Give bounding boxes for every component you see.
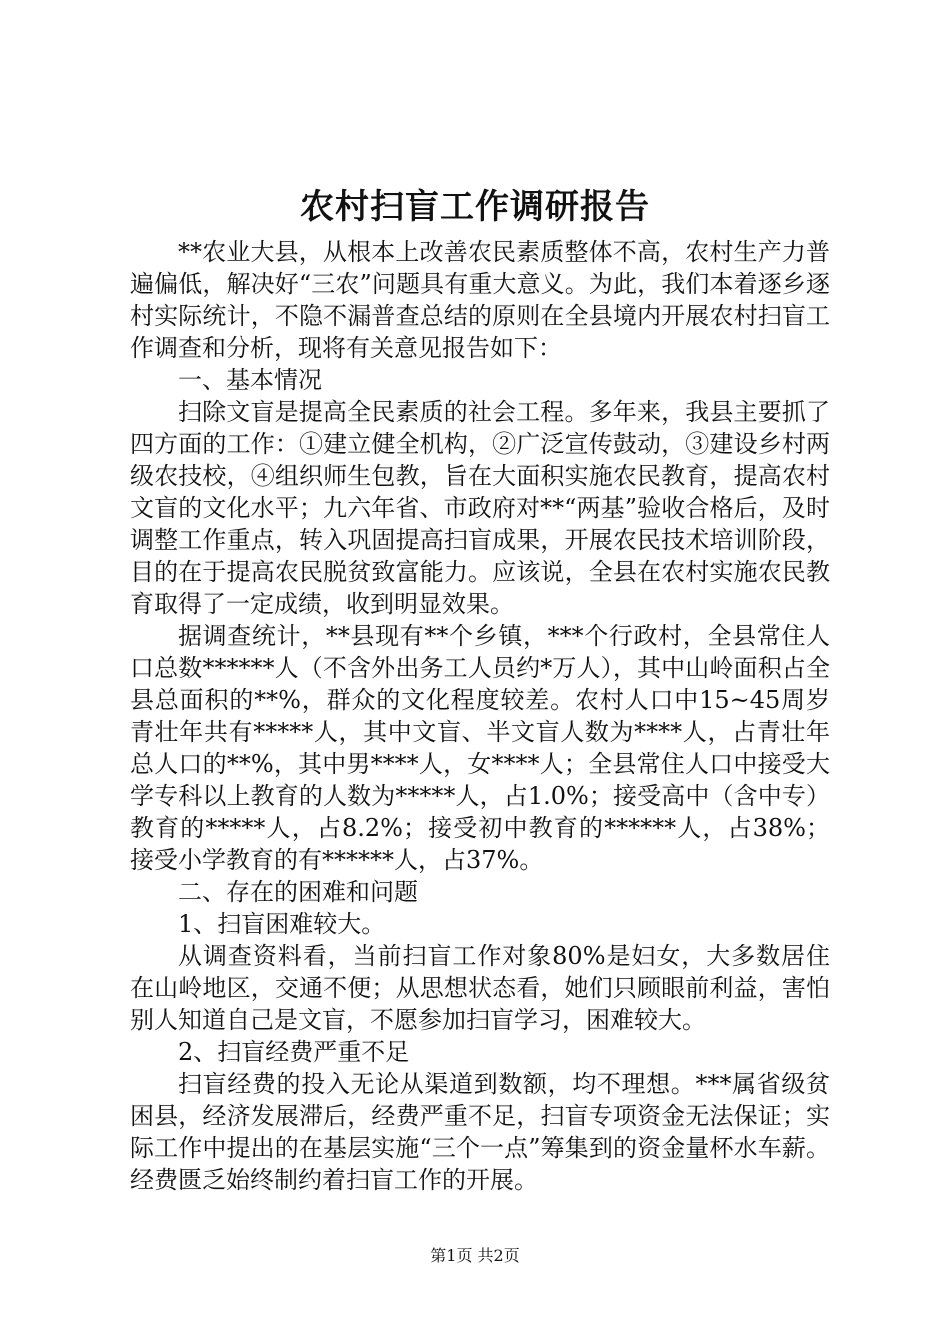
document-body — [130, 236, 830, 1196]
document-title: 农村扫盲工作调研报告 — [300, 187, 650, 227]
section-heading-basic-situation: 一、基本情况 — [178, 366, 322, 394]
difficulty-paragraph: 从调查资料看，当前扫盲工作对象80%是妇女，大多数居住在山岭地区，交通不便；从思想状态看，她们只顾眼前利益，害怕别人知道自己是文盲，不愿参加扫盲学习，困难较大。 — [130, 942, 830, 1034]
funding-paragraph: 扫盲经费的投入无论从渠道到数额，均不理想。***属省级贫困县，经济发展滞后，经费严重不足，扫盲专项资金无法保证；实际工作中提出的在基层实施“三个一点”筹集到的资金量杯水车薪。经费匮乏始终制约着扫盲工作的开展。 — [130, 1070, 830, 1194]
intro-paragraph: **农业大县，从根本上改善农民素质整体不高，农村生产力普遍偏低，解决好“三农”问题具有重大意义。为此，我们本着逐乡逐村实际统计，不隐不漏普查总结的原则在全县境内开展农村扫盲工作调查和分析，现将有关意见报告如下： — [130, 238, 830, 362]
subheading-funding-shortage: 2、扫盲经费严重不足 — [178, 1038, 410, 1066]
section-heading-difficulties: 二、存在的困难和问题 — [178, 878, 418, 906]
statistics-paragraph: 据调查统计，**县现有**个乡镇，***个行政村，全县常住人口总数******人（不含外出务工人员约*万人），其中山岭面积占全县总面积的**%，群众的文化程度较差。农村人口中15~45周岁青壮年共有*****人，其中文盲、半文盲人数为****人，占青壮年总人口的**%，其中男****人，女****人；全县常住人口中接受大学专科以上教育的人数为*****人，占1.0%；接受高中（含中专）教育的*****人，占8.2%；接受初中教育的******人，占38%；接受小学教育的有******人，占37%。 — [130, 622, 830, 874]
page-number-footer: 第1页 共2页 — [430, 1246, 520, 1265]
subheading-difficulty-large: 1、扫盲困难较大。 — [178, 910, 386, 938]
basic-situation-paragraph: 扫除文盲是提高全民素质的社会工程。多年来，我县主要抓了四方面的工作：①建立健全机构，②广泛宣传鼓动，③建设乡村两级农技校，④组织师生包教，旨在大面积实施农民教育，提高农村文盲的文化水平；九六年省、市政府对**“两基”验收合格后，及时调整工作重点，转入巩固提高扫盲成果，开展农民技术培训阶段，目的在于提高农民脱贫致富能力。应该说，全县在农村实施农民教育取得了一定成绩，收到明显效果。 — [130, 398, 830, 618]
